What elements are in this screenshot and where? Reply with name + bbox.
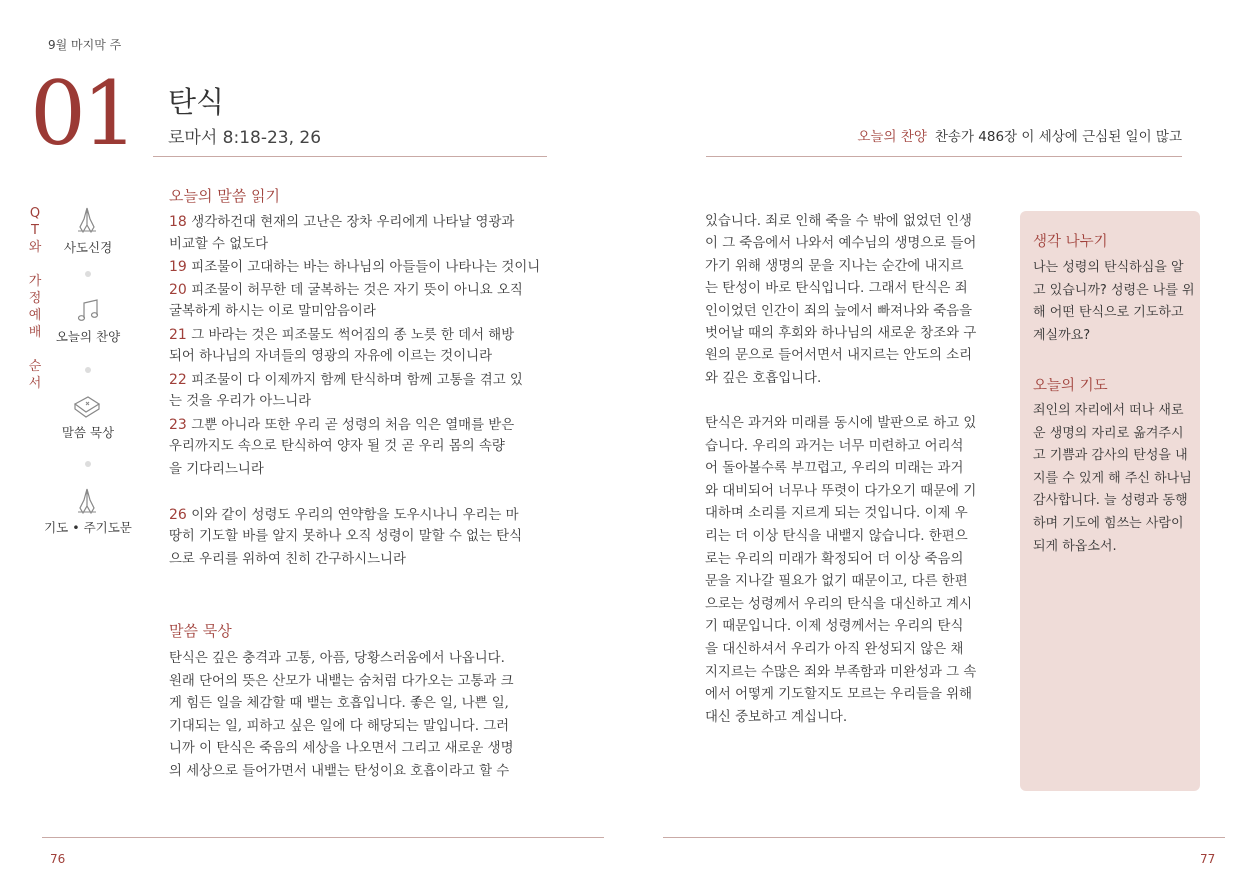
verse-number: 18 [169, 214, 192, 230]
today-hymn [857, 125, 1182, 145]
nav-word-meditation [72, 392, 102, 426]
hymn-label: 오늘의 찬양 [857, 129, 927, 145]
text-line: 기대되는 일, 피하고 싶은 일에 다 해당되는 말입니다. 그러 [169, 718, 510, 734]
verse-number: 20 [169, 281, 192, 298]
verse-text: 땅히 기도할 바를 알지 못하나 오직 성령이 말할 수 없는 탄식 [169, 529, 523, 544]
verse-text: 우리까지도 속으로 탄식하여 양자 될 것 곧 우리 몸의 속량 [169, 439, 505, 454]
text-line: 문을 지나갈 필요가 없기 때문이고, 다른 한편 [705, 574, 968, 590]
text-line: 운 생명의 자리로 옮겨주시 [1033, 425, 1184, 441]
text-line: 게 힘든 일을 체감할 때 뱉는 호흡입니다. 좋은 일, 나쁜 일, [169, 696, 509, 712]
text-line: 나는 성령의 탄식하심을 알 [1033, 260, 1184, 275]
vertical-label-char: 가 [28, 274, 42, 289]
verse-number: 26 [169, 506, 192, 523]
share-title: 생각 나누기 [1033, 234, 1108, 250]
page-title: 탄식 [168, 85, 225, 119]
nav-separator-dot [85, 367, 91, 373]
week-label: 9월 마지막 주 [48, 38, 122, 52]
text-line: 감사합니다. 늘 성령과 동행 [1033, 493, 1188, 509]
verse-text: 생각하건대 현재의 고난은 장차 우리에게 나타날 영광과 [191, 215, 515, 230]
vertical-order-label [28, 205, 42, 392]
meditation-continued-para1 [705, 211, 997, 390]
text-line: 는 탄성이 바로 탄식입니다. 그래서 탄식은 죄 [705, 281, 968, 297]
text-line: 인이었던 인간이 죄의 늪에서 빠져나와 죽음을 [705, 303, 973, 319]
nav-apostles-creed [72, 205, 102, 239]
verse-text: 피조물이 고대하는 바는 하나님의 아들들이 나타나는 것이니 [191, 260, 541, 275]
vertical-label-char: 정 [28, 291, 42, 306]
bible-icon [72, 392, 102, 422]
praying-hands-icon [72, 205, 102, 235]
verse-line [169, 324, 549, 347]
nav-today-hymn [74, 296, 104, 330]
vertical-label-char: 배 [28, 325, 42, 340]
verse-line [169, 346, 549, 369]
meditation-section-title: 말씀 묵상 [169, 622, 232, 640]
verse-line [169, 256, 549, 279]
verse-text: 을 기다리느니라 [169, 461, 264, 477]
verse-text: 으로 우리를 위하여 친히 간구하시느니라 [169, 551, 406, 567]
text-line: 리는 더 이상 탄식을 내뱉지 않습니다. 한편으 [705, 528, 968, 544]
verse-line [169, 211, 549, 234]
verse-line [169, 414, 549, 437]
nav-label: 사도신경 [63, 240, 113, 255]
verse-line [169, 369, 549, 392]
text-line: 로는 우리의 미래가 확정되어 더 이상 죽음의 [705, 551, 964, 567]
vertical-label-char: 와 [28, 240, 42, 255]
verse-line [169, 459, 549, 482]
nav-label: 기도 • 주기도문 [44, 520, 132, 535]
text-line: 와 대비되어 너무나 뚜렷이 다가오기 때문에 기 [705, 483, 977, 499]
text-line: 가기 위해 생명의 문을 지나는 순간에 내지르 [705, 258, 964, 274]
verse-number: 22 [169, 371, 192, 388]
text-line: 의 세상으로 들어가면서 내뱉는 탄성이요 호흡이라고 할 수 [169, 763, 510, 779]
header-rule-left [153, 156, 547, 157]
text-line: 지를 수 있게 해 주신 하나님 [1033, 470, 1192, 486]
text-line: 으로는 성령께서 우리의 탄식을 대신하고 계시 [705, 596, 973, 612]
scripture-reference: 로마서 8:18-23, 26 [168, 128, 322, 148]
text-line: 원래 단어의 뜻은 산모가 내뱉는 숨처럼 다가오는 고통과 크 [169, 673, 514, 689]
verse-text: 이와 같이 성령도 우리의 연약함을 도우시나니 우리는 마 [191, 507, 519, 523]
verse-line [169, 391, 549, 414]
verse-text: 피조물이 다 이제까지 함께 탄식하며 함께 고통을 겪고 있 [191, 372, 523, 388]
meditation-text [169, 648, 549, 784]
verse-text: 비교할 수 없도다 [169, 236, 269, 252]
vertical-label-char: 서 [28, 376, 42, 391]
text-line: 죄인의 자리에서 떠나 새로 [1033, 403, 1184, 418]
nav-label: 오늘의 찬양 [55, 329, 121, 344]
side-box [1020, 211, 1200, 791]
text-line: 대하며 소리를 지르게 되는 것입니다. 이제 우 [705, 506, 968, 522]
verse-number: 19 [169, 259, 192, 275]
text-line: 습니다. 우리의 과거는 너무 미련하고 어리석 [705, 438, 964, 454]
verse-line [169, 436, 549, 459]
verse-line [169, 549, 549, 572]
text-line: 탄식은 깊은 충격과 고통, 아픔, 당황스러움에서 나옵니다. [169, 651, 505, 666]
nav-prayer [72, 486, 102, 520]
text-line: 고 있습니까? 성령은 나를 위 [1033, 282, 1195, 298]
vertical-label-char: 예 [28, 308, 42, 323]
text-line: 에서 어떻게 기도할지도 모르는 우리들을 위해 [705, 687, 973, 703]
praying-hands-icon [72, 486, 102, 516]
verse-number: 21 [169, 326, 192, 343]
text-line: 탄식은 과거와 미래를 동시에 발판으로 하고 있 [705, 416, 977, 431]
vertical-label-char: T [31, 223, 39, 238]
verse-number: 23 [169, 416, 192, 433]
text-line: 원의 문으로 들어서면서 내지르는 안도의 소리 [705, 348, 973, 364]
nav-separator-dot [85, 461, 91, 467]
verse-line [169, 279, 549, 302]
verse-text: 그뿐 아니라 또한 우리 곧 성령의 처음 익은 열매를 받은 [191, 417, 515, 433]
verse-line [169, 481, 549, 504]
verse-text: 그 바라는 것은 피조물도 썩어짐의 종 노릇 한 데서 해방 [191, 327, 515, 343]
verse-text: 피조물이 허무한 데 굴복하는 것은 자기 뜻이 아니요 오직 [191, 282, 523, 298]
verse-text: 굴복하게 하시는 이로 말미암음이라 [169, 304, 376, 319]
header-rule-right [706, 156, 1182, 157]
text-line: 지지르는 수많은 죄와 부족함과 미완성과 그 속 [705, 664, 977, 680]
text-line: 니까 이 탄식은 죽음의 세상을 나오면서 그리고 새로운 생명 [169, 741, 514, 757]
text-line: 어 돌아볼수록 부끄럽고, 우리의 미래는 과거 [705, 461, 964, 477]
text-line: 하며 기도에 힘쓰는 사람이 [1033, 515, 1184, 531]
reading-text [169, 211, 549, 571]
text-line: 이 그 죽음에서 나와서 예수님의 생명으로 들어 [705, 236, 977, 252]
music-note-icon [74, 296, 104, 326]
verse-line [169, 234, 549, 257]
reading-section-title: 오늘의 말씀 읽기 [169, 187, 280, 205]
text-line: 벗어날 때의 후회와 하나님의 새로운 창조와 구 [705, 325, 977, 341]
prayer-text [1033, 400, 1192, 558]
text-line: 와 깊은 호흡입니다. [705, 370, 822, 386]
footer-rule-right [663, 837, 1225, 838]
vertical-label-char: 순 [28, 359, 42, 374]
share-text [1033, 257, 1195, 347]
text-line: 해 어떤 탄식으로 기도하고 [1033, 305, 1184, 321]
vertical-label-char [28, 256, 42, 273]
verse-line [169, 526, 549, 549]
text-line: 기 때문입니다. 이제 성령께서는 우리의 탄식 [705, 619, 964, 635]
footer-rule-left [42, 837, 604, 838]
text-line: 있습니다. 죄로 인해 죽을 수 밖에 없었던 인생 [705, 214, 972, 229]
vertical-label-char: Q [29, 206, 41, 221]
text-line: 되게 하옵소서. [1033, 538, 1117, 554]
verse-line [169, 504, 549, 527]
text-line: 을 대신하셔서 우리가 아직 완성되지 않은 채 [705, 641, 964, 657]
page-number-left: 76 [50, 852, 66, 866]
day-number: 01 [30, 62, 134, 165]
text-line: 계실까요? [1033, 327, 1091, 343]
verse-text: 되어 하나님의 자녀들의 영광의 자유에 이르는 것이니라 [169, 349, 493, 364]
nav-separator-dot [85, 271, 91, 277]
meditation-continued-para2 [705, 413, 997, 729]
page-number-right: 77 [1200, 852, 1216, 866]
text-line: 고 기쁨과 감사의 탄성을 내 [1033, 448, 1188, 464]
prayer-title: 오늘의 기도 [1033, 378, 1108, 394]
verse-text: 는 것을 우리가 아느니라 [169, 394, 312, 409]
text-line: 대신 중보하고 계십니다. [705, 709, 848, 725]
hymn-text: 찬송가 486장 이 세상에 근심된 일이 많고 [934, 129, 1182, 145]
nav-label: 말씀 묵상 [61, 425, 115, 440]
verse-line [169, 301, 549, 324]
